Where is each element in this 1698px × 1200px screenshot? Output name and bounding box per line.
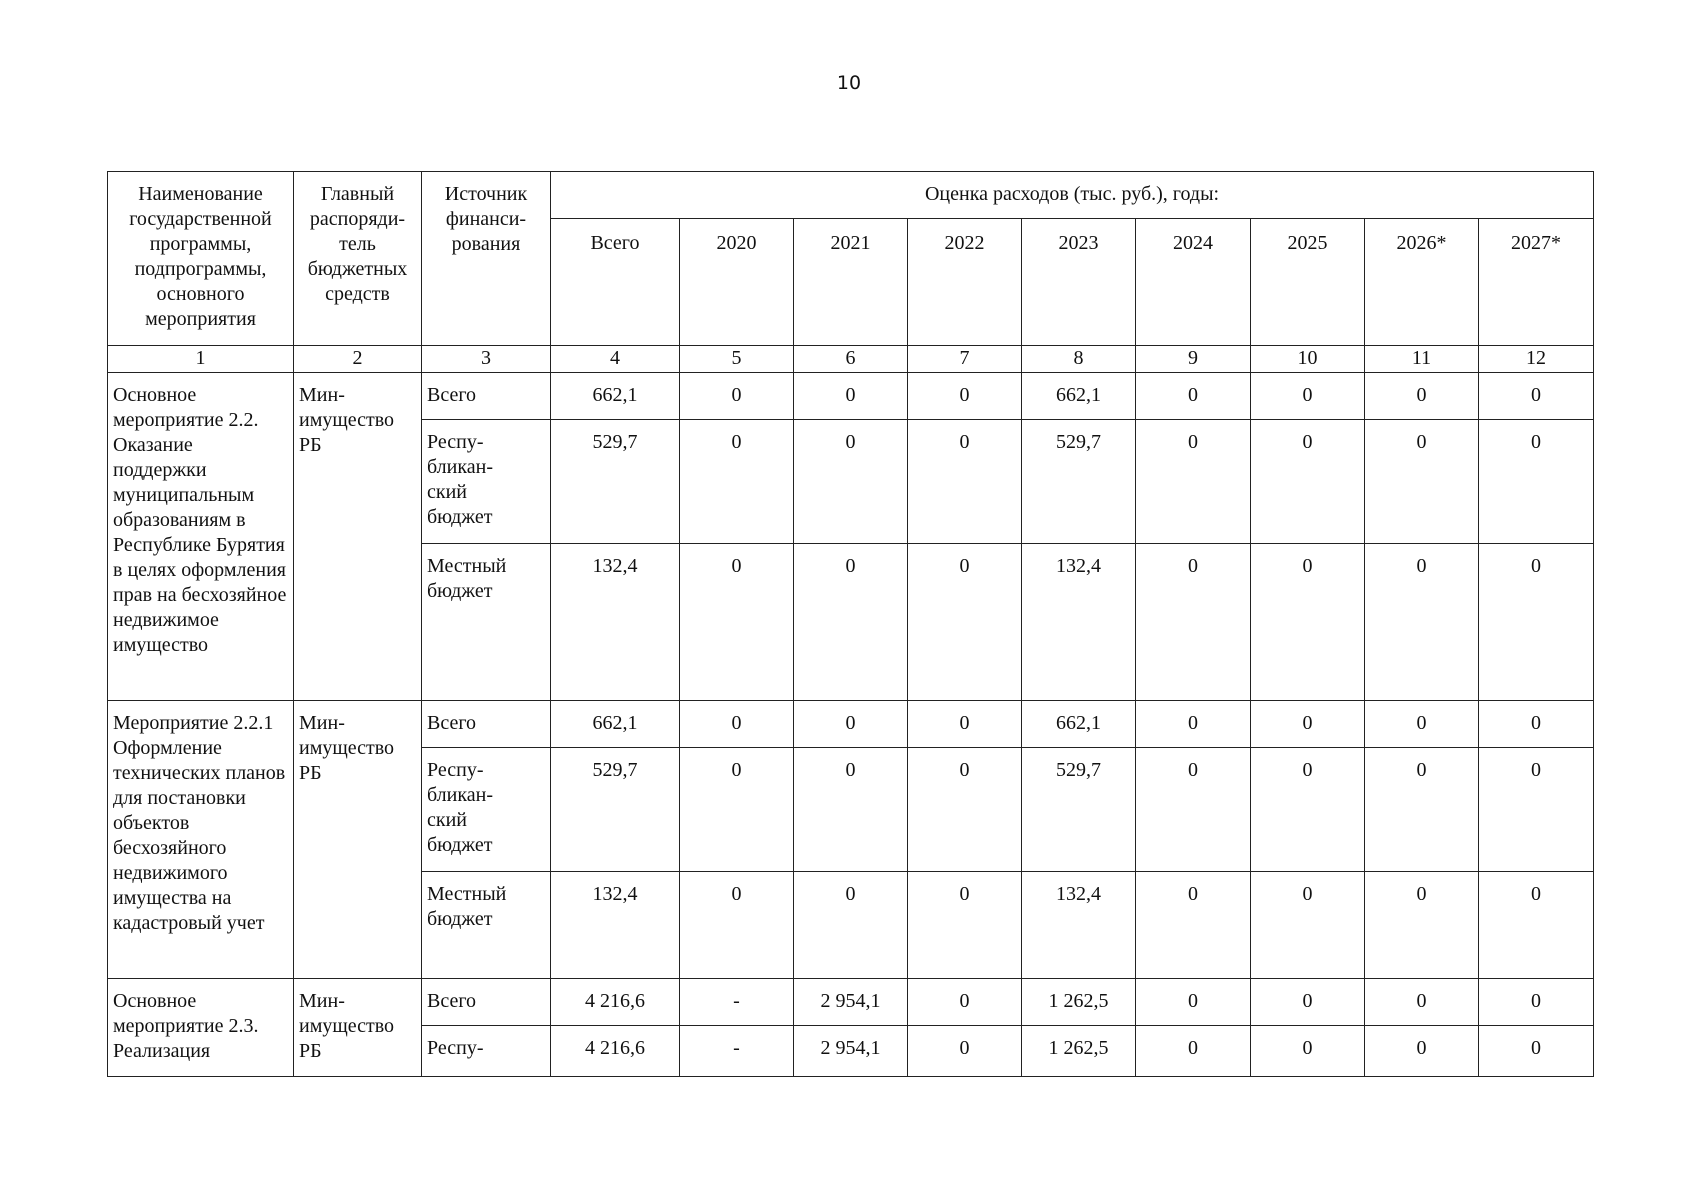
column-number: 2 bbox=[294, 346, 422, 373]
value-cell: 1 262,5 bbox=[1022, 979, 1136, 1026]
value-cell: 0 bbox=[794, 701, 908, 748]
value-cell: 0 bbox=[1365, 373, 1479, 420]
budget-table bbox=[107, 171, 1594, 1077]
program-name-cell: Основное мероприятие 2.2. Оказание поддержки муниципальным образованиям в Республике Бурятия в целях оформления прав на бесхозяйное недвижимое имущество bbox=[108, 373, 294, 701]
value-cell: 662,1 bbox=[551, 701, 680, 748]
value-cell: 0 bbox=[1136, 420, 1251, 544]
value-cell: 0 bbox=[680, 373, 794, 420]
value-cell: 0 bbox=[1365, 544, 1479, 701]
value-cell: 0 bbox=[908, 544, 1022, 701]
column-number: 1 bbox=[108, 346, 294, 373]
column-number: 8 bbox=[1022, 346, 1136, 373]
value-cell: 0 bbox=[1479, 701, 1594, 748]
budget-manager-cell: Мин-имущество РБ bbox=[294, 701, 422, 979]
value-cell: 0 bbox=[908, 979, 1022, 1026]
value-cell: 0 bbox=[794, 544, 908, 701]
column-number: 4 bbox=[551, 346, 680, 373]
value-cell: 4 216,6 bbox=[551, 1026, 680, 1077]
value-cell: 0 bbox=[908, 748, 1022, 872]
value-cell: 529,7 bbox=[551, 748, 680, 872]
column-number: 3 bbox=[422, 346, 551, 373]
value-cell: 0 bbox=[1251, 701, 1365, 748]
table-row bbox=[108, 701, 1594, 748]
value-cell: 0 bbox=[680, 420, 794, 544]
value-cell: 0 bbox=[1136, 1026, 1251, 1077]
column-number: 12 bbox=[1479, 346, 1594, 373]
header-budget-manager: Главный распоряди-тель бюджетных средств bbox=[294, 172, 422, 346]
value-cell: 132,4 bbox=[1022, 544, 1136, 701]
funding-source-cell: Всего bbox=[422, 979, 551, 1026]
value-cell: 0 bbox=[908, 420, 1022, 544]
header-year: 2022 bbox=[908, 219, 1022, 346]
header-program-name: Наименование государственной программы, подпрограммы, основного мероприятия bbox=[108, 172, 294, 346]
page-number: 10 bbox=[836, 72, 862, 94]
value-cell: 0 bbox=[1479, 420, 1594, 544]
value-cell: 0 bbox=[1136, 701, 1251, 748]
column-number: 7 bbox=[908, 346, 1022, 373]
value-cell: 2 954,1 bbox=[794, 979, 908, 1026]
value-cell: 0 bbox=[1365, 748, 1479, 872]
column-number: 10 bbox=[1251, 346, 1365, 373]
value-cell: 662,1 bbox=[1022, 701, 1136, 748]
funding-source-cell: Респу-бликан-ский бюджет bbox=[422, 420, 551, 544]
value-cell: 0 bbox=[1365, 1026, 1479, 1077]
header-year: 2027* bbox=[1479, 219, 1594, 346]
column-number: 5 bbox=[680, 346, 794, 373]
budget-manager-cell: Мин-имущество РБ bbox=[294, 979, 422, 1077]
value-cell: 662,1 bbox=[1022, 373, 1136, 420]
value-cell: 0 bbox=[908, 1026, 1022, 1077]
column-number: 11 bbox=[1365, 346, 1479, 373]
value-cell: 0 bbox=[1136, 544, 1251, 701]
value-cell: 132,4 bbox=[551, 544, 680, 701]
funding-source-cell: Всего bbox=[422, 701, 551, 748]
value-cell: 0 bbox=[1479, 544, 1594, 701]
header-expense-estimate: Оценка расходов (тыс. руб.), годы: bbox=[551, 172, 1594, 219]
value-cell: 0 bbox=[1365, 420, 1479, 544]
value-cell: 0 bbox=[1365, 701, 1479, 748]
value-cell: 0 bbox=[1479, 1026, 1594, 1077]
value-cell: 662,1 bbox=[551, 373, 680, 420]
value-cell: 529,7 bbox=[551, 420, 680, 544]
value-cell: 0 bbox=[680, 701, 794, 748]
header-year: 2020 bbox=[680, 219, 794, 346]
program-name-cell: Основное мероприятие 2.3. Реализация bbox=[108, 979, 294, 1077]
budget-manager-cell: Мин-имущество РБ bbox=[294, 373, 422, 701]
value-cell: 0 bbox=[1136, 373, 1251, 420]
value-cell: 0 bbox=[1251, 420, 1365, 544]
value-cell: 0 bbox=[794, 373, 908, 420]
value-cell: 0 bbox=[908, 701, 1022, 748]
value-cell: 0 bbox=[1251, 1026, 1365, 1077]
header-year: Всего bbox=[551, 219, 680, 346]
value-cell: 0 bbox=[1365, 872, 1479, 979]
value-cell: 0 bbox=[1479, 373, 1594, 420]
value-cell: 0 bbox=[1251, 872, 1365, 979]
value-cell: 0 bbox=[1479, 748, 1594, 872]
column-number: 9 bbox=[1136, 346, 1251, 373]
value-cell: 0 bbox=[680, 544, 794, 701]
value-cell: 0 bbox=[1136, 872, 1251, 979]
value-cell: 0 bbox=[1251, 748, 1365, 872]
value-cell: 0 bbox=[1479, 979, 1594, 1026]
value-cell: 0 bbox=[680, 748, 794, 872]
value-cell: 0 bbox=[680, 872, 794, 979]
value-cell: 4 216,6 bbox=[551, 979, 680, 1026]
header-year: 2026* bbox=[1365, 219, 1479, 346]
value-cell: 0 bbox=[1251, 373, 1365, 420]
value-cell: 0 bbox=[1136, 979, 1251, 1026]
header-year: 2025 bbox=[1251, 219, 1365, 346]
funding-source-cell: Респу- bbox=[422, 1026, 551, 1077]
table-row bbox=[108, 373, 1594, 420]
value-cell: 2 954,1 bbox=[794, 1026, 908, 1077]
value-cell: 0 bbox=[1365, 979, 1479, 1026]
funding-source-cell: Местный бюджет bbox=[422, 544, 551, 701]
funding-source-cell: Всего bbox=[422, 373, 551, 420]
value-cell: 0 bbox=[1479, 872, 1594, 979]
header-year: 2024 bbox=[1136, 219, 1251, 346]
header-funding-source: Источник финанси-рования bbox=[422, 172, 551, 346]
value-cell: 0 bbox=[908, 373, 1022, 420]
value-cell: 529,7 bbox=[1022, 748, 1136, 872]
funding-source-cell: Респу-бликан-ский бюджет bbox=[422, 748, 551, 872]
value-cell: 132,4 bbox=[551, 872, 680, 979]
value-cell: 1 262,5 bbox=[1022, 1026, 1136, 1077]
value-cell: 0 bbox=[794, 872, 908, 979]
table-row bbox=[108, 979, 1594, 1026]
value-cell: 0 bbox=[794, 748, 908, 872]
header-year: 2023 bbox=[1022, 219, 1136, 346]
program-name-cell: Мероприятие 2.2.1 Оформление технических планов для постановки объектов бесхозяйного недвижимого имущества на кадастровый учет bbox=[108, 701, 294, 979]
header-year: 2021 bbox=[794, 219, 908, 346]
value-cell: 0 bbox=[1251, 979, 1365, 1026]
header-row-1 bbox=[108, 172, 1594, 219]
value-cell: 132,4 bbox=[1022, 872, 1136, 979]
value-cell: 529,7 bbox=[1022, 420, 1136, 544]
value-cell: 0 bbox=[794, 420, 908, 544]
column-number: 6 bbox=[794, 346, 908, 373]
value-cell: - bbox=[680, 979, 794, 1026]
value-cell: 0 bbox=[908, 872, 1022, 979]
funding-source-cell: Местный бюджет bbox=[422, 872, 551, 979]
column-number-row bbox=[108, 346, 1594, 373]
value-cell: - bbox=[680, 1026, 794, 1077]
value-cell: 0 bbox=[1251, 544, 1365, 701]
value-cell: 0 bbox=[1136, 748, 1251, 872]
